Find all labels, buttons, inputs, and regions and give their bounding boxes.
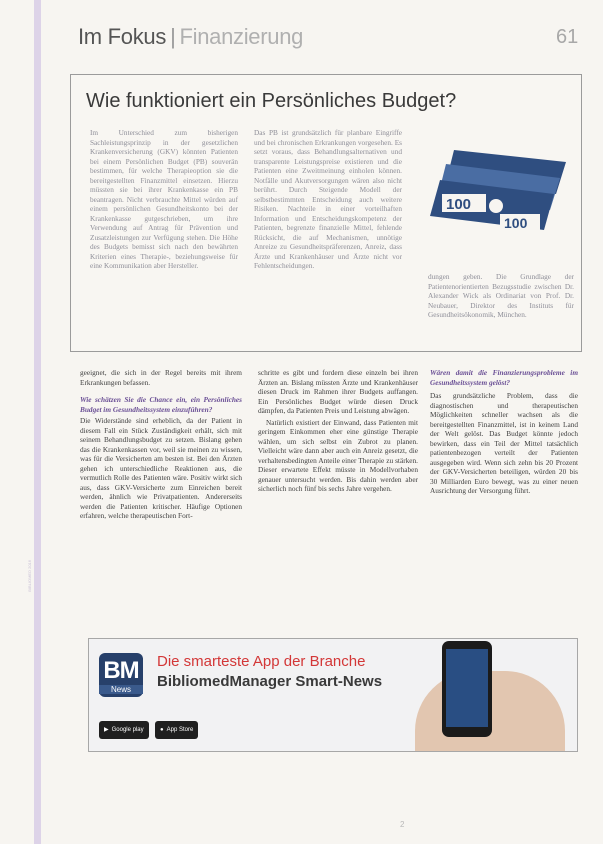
paragraph: geeignet, die sich in der Regel bereits mit ihrem Erkrankungen befassen. bbox=[80, 368, 242, 387]
apple-icon: ● bbox=[160, 727, 164, 733]
google-play-label: Google play bbox=[111, 727, 144, 733]
paragraph: Das grundsätzliche Problem, dass die diagnostischen und therapeutischen Möglichkeiten schneller wachsen als die bereitgestellten Finanzmittel, ist in keinem Land der Welt gelöst. Das Budget könnte jedoch bewirken, dass ein Teil der Mittel tatsächlich patientenbezogen verteilt der Patienten ausgegeben wird. Wenn sich zehn bis 20 Prozent der GKV-Versicherten beteiligen, würden 20 bis 30 Milliarden Euro bewegt, was zu einer neuen Ausrichtung der Versorgung führt. bbox=[430, 391, 578, 495]
info-box-title: Wie funktioniert ein Persönliches Budget? bbox=[86, 90, 457, 112]
paragraph: Die Widerstände sind erheblich, da der Patient in diesem Fall ein Stück Zuständigkeit erhält, sich mit seinem Behandlungsbudget zu setzen. Bislang gehen das die Krankenkassen vor, weil sie meinen zu wissen, was für die Versicherten am besten ist. Bei den Ärzten gehen ich unterschiedliche Reaktionen aus, die vermutlich Rolle des Patienten wäre. Positiv wirkt sich aus, dass GKV-Versicherte zum Einreichen bereit werden, ähnlich wie Privatpatienten. Andererseits werden die Patienten kritischer. Häufige Optionen erfahren, welche therapeutischen Fort- bbox=[80, 416, 242, 520]
info-box-column-2: Das PB ist grundsätzlich für planbare Eingriffe und bei chronischen Erkrankungen vorgesehen. Es setzt voraus, dass Behandlungsalternativen und transparente Leistungspreise existieren und die Patienten eine Zweitmeinung einholen können. Notfälle und Akutversorgungen wären also nicht berührt. Durch Steigende Modell der selbstbestimmten Entscheidung auch weitere Risiken. Nachteile in einer vorteilhaften Information und Entscheidungskompetenz der Patienten, begrenzte finanzielle Mittel, fehlende Rücksicht, die auf Mechanismen, unnötige Anreize zu Gesundheitspräferenzen, Anreiz, dass Ärzte und Krankenhäuser und Ärzte nicht vor Fehlentscheidungen. bbox=[254, 128, 402, 270]
ad-product-name: BibliomedManager Smart-News bbox=[157, 673, 383, 690]
page-number: 61 bbox=[556, 26, 579, 48]
margin-print-mark: BIBLIOMED 2016 bbox=[27, 560, 32, 592]
play-icon: ▶ bbox=[104, 727, 109, 733]
footer-page-mark: 2 bbox=[400, 820, 405, 829]
body-column-2 bbox=[258, 368, 418, 494]
paragraph: schritte es gibt und fordern diese einzeln bei ihren Ärzten an. Bislang müssten Ärzte und Krankenhäuser diesen Druck im Rahmen ihrer Budgets auffangen. Ein Persönliches Budget würde diesen Druck dämpfen, da Patienten Preis und Leistung abwägen. bbox=[258, 368, 418, 415]
money-bills-icon bbox=[426, 132, 576, 240]
section-subtitle: Finanzierung bbox=[179, 24, 304, 49]
bm-news-logo bbox=[99, 653, 143, 697]
page-header bbox=[78, 24, 303, 50]
google-play-badge[interactable] bbox=[99, 721, 149, 739]
paragraph: Natürlich existiert der Einwand, dass Patienten mit geringem Einkommen eher eine günstige Therapie wählen, um sich selbst ein Zubrot zu planen. Vielleicht wäre dann aber auch ein Anreiz gesetzt, die verhaltensbedingten Anteile einer Therapie zu stärken. Dieser erwartete Effekt müsste in Modellvorhaben genauer untersucht werden. Bis dahin werden aber sicherlich noch fünf bis sechs Jahre vergehen. bbox=[258, 417, 418, 493]
logo-letters: BM bbox=[103, 657, 139, 684]
info-box-column-3: dungen geben. Die Grundlage der Patientenorientierten Bezugsstudie zwischen Dr. Alexander Wick als Ordinariat von Prof. Dr. Neubauer, Direktor des Instituts für Gesundheitsökonomik, München. bbox=[428, 272, 574, 319]
logo-sub: News bbox=[99, 685, 143, 694]
app-store-badge[interactable] bbox=[155, 721, 198, 739]
margin-bar bbox=[34, 0, 41, 844]
interview-question: Wären damit die Finanzierungsprobleme im Gesundheitssystem gelöst? bbox=[430, 368, 578, 387]
svg-text:100: 100 bbox=[446, 196, 472, 213]
smartphone-image bbox=[442, 641, 492, 737]
info-box-column-1: Im Unterschied zum bisherigen Sachleistungsprinzip in der gesetzlichen Krankenversicherung (GKV) könnten Patienten bei einem Persönlichen Budget (PB) souverän bestimmen, für welche Therapieoption sie die bereitgestellten Finanzmittel einsetzen. Hierzu müssten sie bei ihrer Krankenkasse ein PB beantragen. Nicht verbrauchte Mittel würden auf einem persönlichen Gesundheitskonto bei der Krankenkasse gutgeschrieben, um ihre Verwendung auf Antrag für Prävention und Zusatzleistungen zur Verfügung stehen. Die Höhe des Budgets bemisst sich nach den bewährten Kriterien eines Therapie-, beziehungsweise für eine Kommunikation aber Hersteller. bbox=[90, 128, 238, 270]
svg-text:100: 100 bbox=[504, 215, 528, 231]
title-separator: | bbox=[170, 24, 176, 49]
app-store-label: App Store bbox=[166, 727, 194, 733]
interview-question: Wie schätzen Sie die Chance ein, ein Persönliches Budget im Gesundheitssystem einzuführen? bbox=[80, 395, 242, 414]
phone-screen bbox=[446, 649, 488, 727]
section-title: Im Fokus bbox=[78, 24, 167, 49]
body-column-1 bbox=[80, 368, 242, 521]
body-column-3 bbox=[430, 368, 578, 496]
ad-tagline: Die smarteste App der Branche bbox=[157, 653, 366, 670]
app-advertisement bbox=[88, 638, 578, 752]
